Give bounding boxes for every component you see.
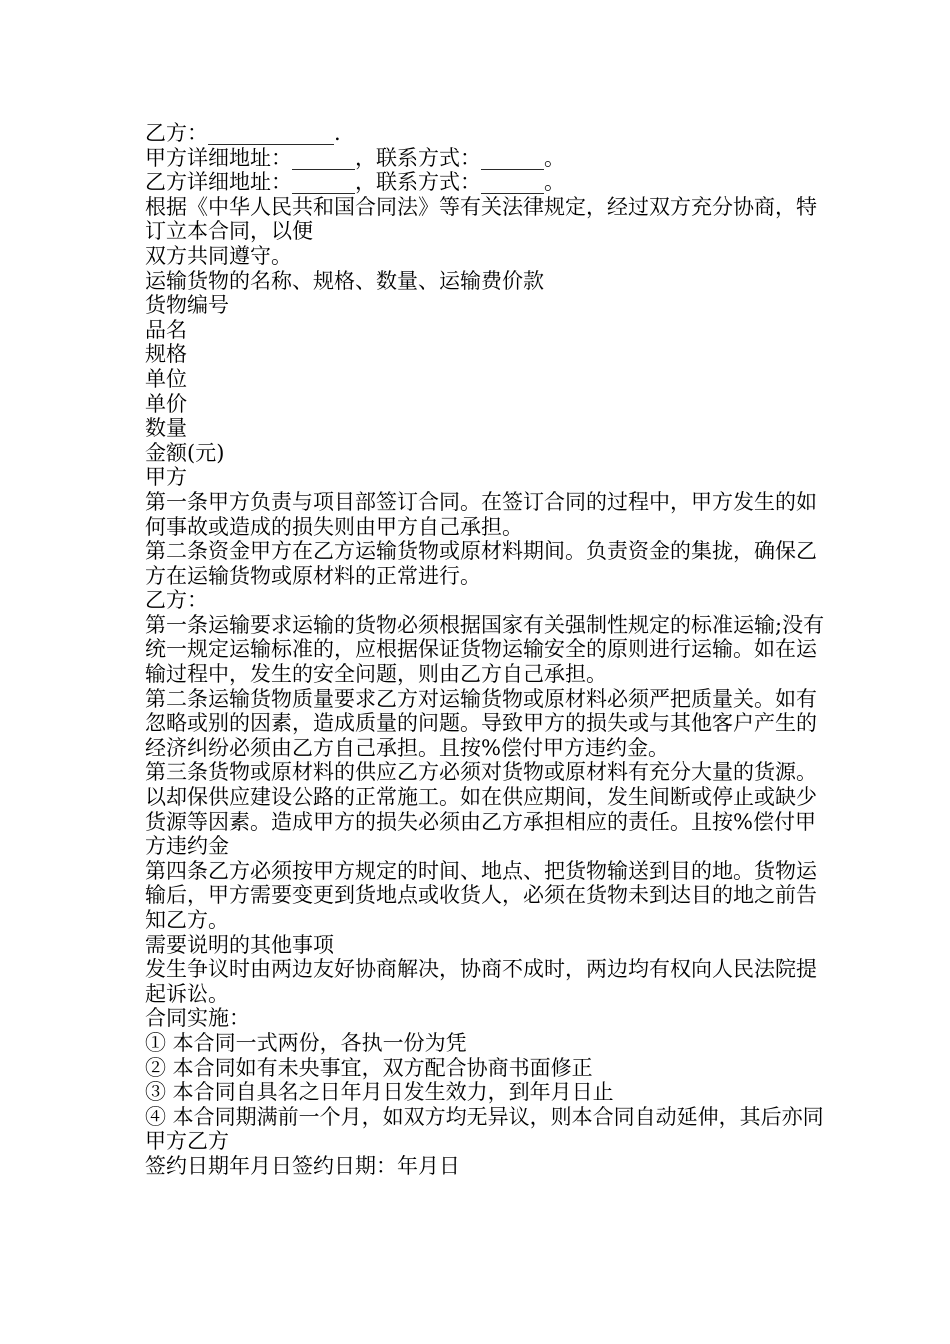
preamble-paragraph: 根据《中华人民共和国合同法》等有关法律规定，经过双方充分协商，特订立本合同，以便	[145, 194, 817, 244]
implementation-item-1: ① 本合同一式两份，各执一份为凭	[145, 1030, 467, 1055]
party-a-article-2: 第二条资金甲方在乙方运输货物或原材料期间。负责资金的集拢，确保乙方在运输货物或原材料的正常进行。	[145, 539, 817, 588]
implementation-item-4: ④ 本合同期满前一个月，如双方均无异议，则本合同自动延伸，其后亦同	[145, 1104, 824, 1129]
party-a-address-line: 甲方详细地址：______，联系方式：______。	[145, 145, 565, 170]
party-b-heading: 乙方：	[145, 588, 208, 613]
party-a-article-1: 第一条甲方负责与项目部签订合同。在签订合同的过程中，甲方发生的如何事故或造成的损失则由甲方自己承担。	[145, 489, 817, 539]
goods-field-unit-price: 单价	[145, 391, 187, 416]
preamble-continuation: 双方共同遵守。	[145, 243, 292, 268]
goods-field-spec: 规格	[145, 342, 187, 367]
goods-section-heading: 运输货物的名称、规格、数量、运输费价款	[145, 268, 544, 293]
implementation-item-2: ② 本合同如有未央事宜，双方配合协商书面修正	[145, 1055, 593, 1080]
goods-field-quantity: 数量	[145, 416, 187, 441]
dispute-clause: 发生争议时由两边友好协商解决，协商不成时，两边均有权向人民法院提起诉讼。	[145, 957, 817, 1006]
goods-field-amount: 金额(元)	[145, 440, 225, 465]
goods-field-number: 货物编号	[145, 293, 229, 318]
implementation-item-3: ③ 本合同自具名之日年月日发生效力，到年月日止	[145, 1080, 614, 1105]
signature-dates: 签约日期年月日签约日期：年月日	[145, 1153, 460, 1178]
party-b-name-line: 乙方：____________.	[145, 121, 341, 145]
party-a-heading: 甲方	[145, 465, 187, 490]
goods-field-unit: 单位	[145, 366, 187, 391]
implementation-heading: 合同实施：	[145, 1006, 250, 1031]
party-b-article-2: 第二条运输货物质量要求乙方对运输货物或原材料必须严把质量关。如有忽略或别的因素，造成质量的问题。导致甲方的损失或与其他客户产生的经济纠纷必须由乙方自己承担。且按%偿付甲方违约金。	[145, 686, 817, 760]
party-b-article-4: 第四条乙方必须按甲方规定的时间、地点、把货物输送到目的地。货物运输后，甲方需要变更到货地点或收货人，必须在货物未到达目的地之前告知乙方。	[145, 858, 817, 932]
party-b-article-1: 第一条运输要求运输的货物必须根据国家有关强制性规定的标准运输;没有统一规定运输标准的，应根据保证货物运输安全的原则进行运输。如在运输过程中，发生的安全问题，则由乙方自己承担。	[145, 612, 825, 687]
party-b-article-3: 第三条货物或原材料的供应乙方必须对货物或原材料有充分大量的货源。以却保供应建设公路的正常施工。如在供应期间，发生间断或停止或缺少货源等因素。造成甲方的损失必须由乙方承担相应的责任。且按%偿付甲方违约金	[145, 760, 817, 859]
party-b-address-line: 乙方详细地址：______，联系方式：______。	[145, 170, 565, 195]
other-matters-heading: 需要说明的其他事项	[145, 932, 334, 957]
goods-field-name: 品名	[145, 317, 187, 342]
signature-parties: 甲方乙方	[145, 1129, 229, 1154]
contract-document	[145, 121, 835, 1179]
